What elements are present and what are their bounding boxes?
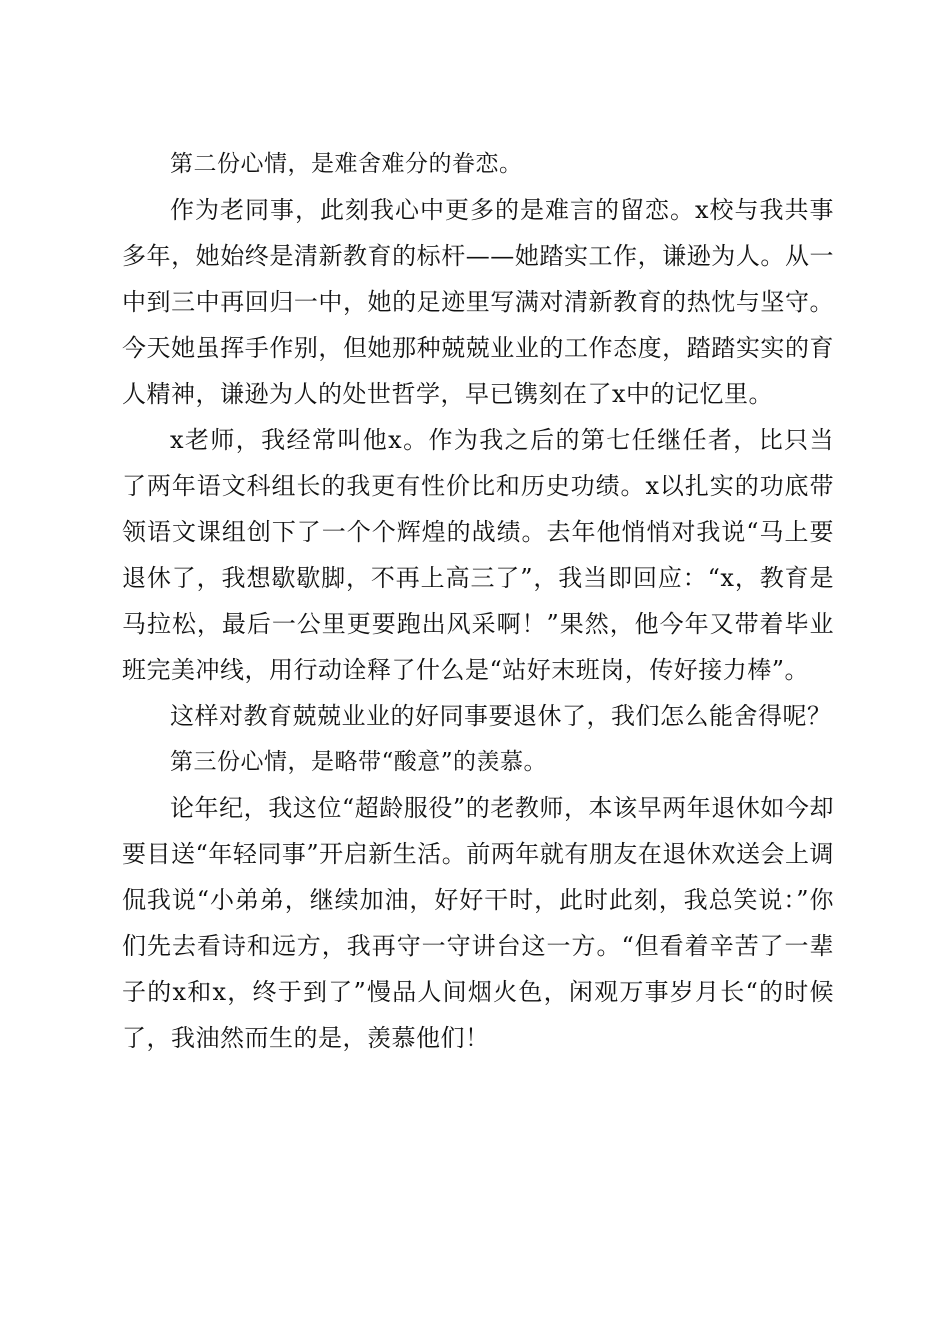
section-heading-third-mood: 第三份心情，是略带“酸意”的羡慕。: [170, 749, 548, 775]
section-heading-second-mood: 第二份心情，是难舍难分的眷恋。: [170, 151, 523, 177]
document-body: [122, 141, 834, 1061]
paragraph-colleague-farewell: 作为老同事，此刻我心中更多的是难言的留恋。x校与我共事多年，她始终是清新教育的标杆——她踏实工作，谦逊为人。从一中到三中再回归一中，她的足迹里写满对清新教育的热忱与坚守。今天她虽挥手作别，但她那种兢兢业业的工作态度，踏踏实实的育人精神，谦逊为人的处世哲学，早已镌刻在了x中的记忆里。: [122, 196, 834, 408]
paragraph-teacher-x: x老师，我经常叫他x。作为我之后的第七任继任者，比只当了两年语文科组长的我更有性价比和历史功绩。x以扎实的功底带领语文课组创下了一个个辉煌的战绩。去年他悄悄对我说“马上要退休了，我想歇歇脚，不再上高三了”，我当即回应：“x，教育是马拉松，最后一公里更要跑出风采啊！”果然，他今年又带着毕业班完美冲线，用行动诠释了什么是“站好末班岗，传好接力棒”。: [122, 426, 834, 684]
paragraph-reluctance: 这样对教育兢兢业业的好同事要退休了，我们怎么能舍得呢？: [170, 702, 832, 730]
paragraph-envy: 论年纪，我这位“超龄服役”的老教师，本该早两年退休如今却要目送“年轻同事”开启新生活。前两年就有朋友在退休欢送会上调侃我说“小弟弟，继续加油，好好干时，此时此刻，我总笑说：”你们先去看诗和远方，我再守一守讲台这一方。“但看着辛苦了一辈子的x和x，终于到了”慢品人间烟火色，闲观万事岁月长“的时候了，我油然而生的是，羡慕他们！: [122, 794, 834, 1052]
